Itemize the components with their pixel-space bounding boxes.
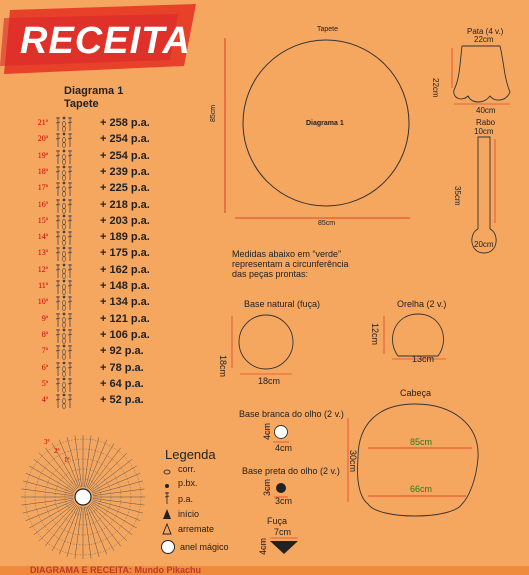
olho-branco-title: Base branca do olho (2 v.) [239,409,344,419]
row-value: + 189 p.a. [100,231,150,244]
diagram-row [24,247,204,261]
base-natural-figure [228,310,308,385]
diagram-row [24,296,204,310]
radial-spoke [34,459,75,491]
row-number: 17ª [37,183,48,193]
green-measure-note [232,249,349,279]
tapete-figure [215,28,415,228]
diagram-row [24,231,204,245]
row-value: + 92 p.a. [100,345,144,358]
row-number: 6ª [41,362,48,372]
pata-figure [450,42,515,112]
row-value: + 254 p.a. [100,133,150,146]
banner-title: RECEITA [20,20,191,62]
diagram-row [24,280,204,294]
row-number-inner: 1ª [64,456,70,464]
diagram-row [24,150,204,164]
cabeca-figure [340,398,490,526]
finish-triangle-icon [162,522,172,540]
row-value: + 121 p.a. [100,312,150,325]
row-value: + 148 p.a. [100,280,150,292]
legend-anel-magico: anel mágico [180,542,229,552]
row-number: 16ª [37,199,48,209]
base-natural-title: Base natural (fuça) [244,299,321,309]
diagram-row [24,362,204,376]
radial-stitch-diagram [18,432,148,562]
row-value: + 218 p.a. [100,198,150,211]
tapete-center-text: Diagrama 1 [306,120,344,127]
row-value: + 134 p.a. [100,296,150,309]
row-number: 21ª [37,118,48,127]
row-number: 18ª [37,166,48,176]
diagram-row [24,345,204,359]
cabeca-side-dim: 30cm [348,450,358,473]
row-value: + 225 p.a. [100,182,150,195]
row-value: + 78 p.a. [100,361,144,374]
pata-side-dim: 22cm [431,78,440,98]
row-value: + 162 p.a. [100,263,150,276]
diagram-row [24,133,204,147]
legend-title: Legenda [165,447,216,462]
base-natural-side-dim: 18cm [218,355,228,378]
base-natural-bottom-dim: 18cm [258,376,281,386]
olho-branco-side-dim: 4cm [262,422,272,440]
diagram-row [24,166,204,180]
fuca-title: Fuça [267,516,288,526]
diagram-row [24,264,204,278]
orelha-bottom-dim: 13cm [412,354,435,364]
row-number: 10ª [37,297,48,307]
cabeca-dim-1: 85cm [410,437,433,447]
row-number: 19ª [37,150,48,160]
radial-spoke [90,453,127,490]
legend-corr: corr. [178,464,196,474]
row-number-inner: 2ª [54,447,60,455]
row-number: 20ª [37,134,48,144]
row-value: + 258 p.a. [100,117,150,129]
magic-ring-icon [160,539,176,560]
diagram-row [24,313,204,327]
tapete-center-label [306,120,344,127]
tapete-bottom-dim: 85cm [318,220,336,227]
pata-title: Pata (4 v.) [467,27,504,36]
row-number: 7ª [41,346,48,356]
fuca-side-dim: 4cm [258,537,268,555]
row-value: + 52 p.a. [100,394,144,407]
row-number: 5ª [41,378,48,388]
radial-spoke [90,504,127,541]
fuca-top-dim: 7cm [274,527,292,537]
diagram-title-line1: Diagrama 1 [64,85,124,97]
note-line2: representam a circunferência [232,259,349,269]
olho-preto-title: Base preta do olho (2 v.) [242,466,340,476]
diagram-row [24,117,204,131]
legend-pa: p.a. [178,494,194,504]
row-value: + 175 p.a. [100,247,150,260]
note-line1: Medidas abaixo em “verde” [232,249,342,259]
legend-inicio: início [178,509,200,519]
row-number: 9ª [41,313,48,323]
olho-preto-bottom-dim: 3cm [275,496,293,506]
rabo-title: Rabo [476,118,496,127]
cabeca-dim-2: 66cm [410,484,433,494]
note-line3: das peças prontas: [232,269,309,279]
row-number: 12ª [37,264,48,274]
orelha-title: Orelha (2 v.) [397,299,447,309]
diagram-row [24,329,204,343]
orelha-side-dim: 12cm [370,323,380,346]
row-number-inner: 3ª [44,438,50,446]
rabo-top-dim: 10cm [474,127,494,136]
row-value: + 203 p.a. [100,214,150,227]
row-value: + 64 p.a. [100,377,144,390]
row-number: 14ª [37,232,48,242]
diagram-row [24,394,204,408]
diagram-row [24,182,204,196]
row-number: 4ª [41,395,48,405]
legend-pbx: p.bx. [178,478,198,488]
row-value: + 239 p.a. [100,165,150,178]
diagram-title-line2: Tapete [64,98,99,110]
olho-branco-bottom-dim: 4cm [275,443,293,453]
diagram-row [24,378,204,392]
row-number: 15ª [37,215,48,225]
pata-bottom-dim: 40cm [476,106,496,115]
tapete-top-label: Tapete [317,26,339,33]
radial-spoke [34,503,75,535]
diagram-row [24,215,204,229]
row-value: + 106 p.a. [100,328,150,341]
rabo-side-dim: 35cm [453,186,462,206]
row-number: 11ª [38,281,48,290]
footer-text: DIAGRAMA E RECEITA: Mundo Pikachu [30,565,201,575]
radial-magic-ring [75,489,91,505]
olho-preto-side-dim: 3cm [262,478,272,496]
legend-arremate: arremate [178,524,215,534]
tapete-left-dim: 85cm [210,104,217,122]
cabeca-title: Cabeça [400,388,432,398]
row-number: 8ª [41,329,48,339]
diagram-row [24,199,204,213]
radial-spoke [91,459,132,491]
row-value: + 254 p.a. [100,149,150,162]
row-number: 13ª [37,248,48,258]
radial-spoke [91,503,132,535]
diagram-title [64,85,123,111]
rabo-bottom-dim: 20cm [474,240,494,249]
pata-top-dim: 22cm [474,35,494,44]
